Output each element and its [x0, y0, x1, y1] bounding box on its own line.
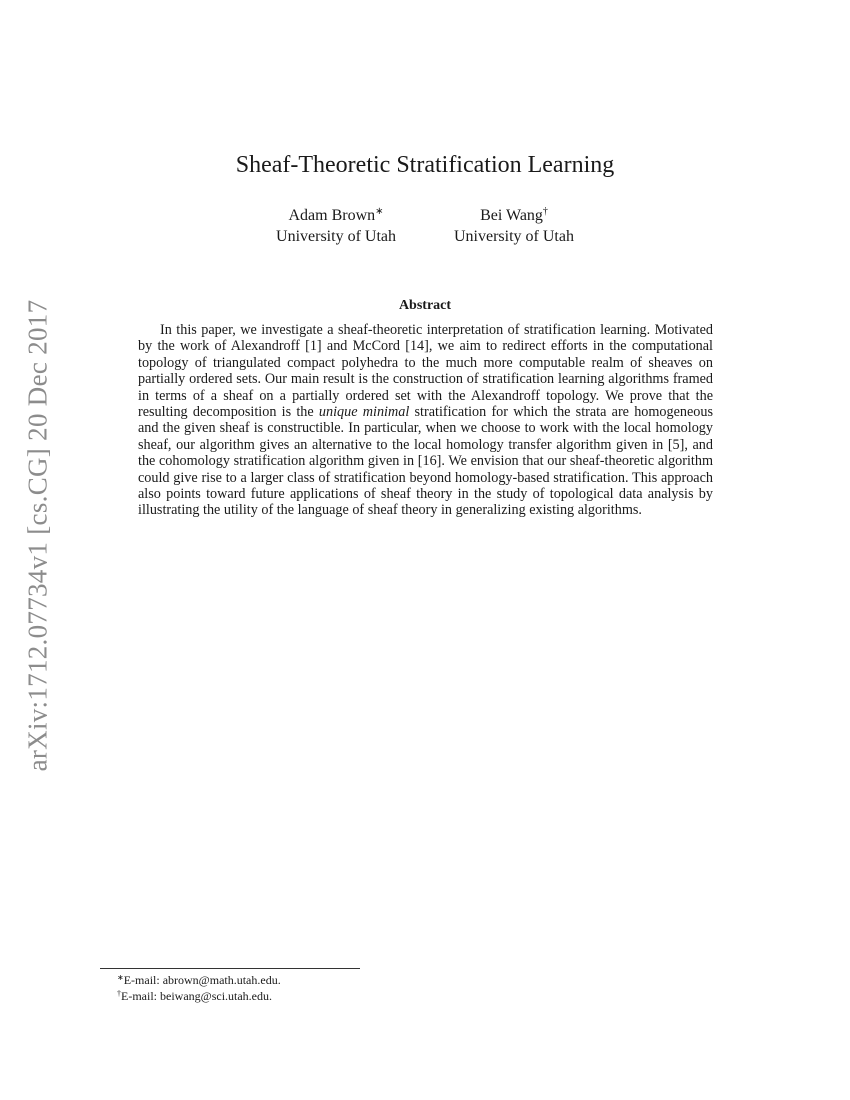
arxiv-identifier-text: arXiv:1712.07734v1 [cs.CG] 20 Dec 2017 — [22, 299, 53, 771]
footnote-mark: † — [117, 989, 121, 998]
author-footnote-mark: ∗ — [375, 206, 384, 217]
author-affiliation: University of Utah — [454, 228, 574, 245]
author-name-line — [276, 205, 396, 226]
paper-title: Sheaf-Theoretic Stratification Learning — [235, 152, 615, 178]
footnote-item — [117, 972, 281, 988]
footnote-item — [117, 988, 281, 1004]
footnote-divider — [100, 968, 360, 969]
abstract-text-part-1: In this paper, we investigate a sheaf-theoretic interpretation of stratification learning. Motivated by the work of Alexandroff [1] and McCord [14], we aim to redirect efforts in the computational topology of triangulated compact polyhedra to the much more computable realm of sheaves on partially ordered sets. Our main result is the construction of stratification learning algorithms framed in terms of a sheaf on a partially ordered set with the Alexandroff topology. We prove that the resulting decomposition is the — [138, 322, 713, 421]
footnote-email-adam-brown: E-mail: abrown@math.utah.edu. — [123, 973, 281, 987]
footnote-email-bei-wang: E-mail: beiwang@sci.utah.edu. — [121, 989, 273, 1003]
author-adam-brown — [276, 205, 396, 247]
arxiv-identifier-stamp — [18, 290, 58, 780]
footnote-mark: ∗ — [117, 973, 124, 982]
abstract-emphasis: unique minimal — [318, 404, 410, 421]
author-footnote-mark: † — [542, 206, 548, 217]
author-name: Bei Wang — [480, 207, 543, 224]
abstract-text-part-2: stratification for which the strata are homogeneous and the given sheaf is constructible. In particular, when we choose to work with the local homology sheaf, our algorithm gives an alternative to the local homology transfer algorithm given in [5], and the cohomology stratification algorithm given in [16]. We envision that our sheaf-theoretic algorithm could give rise to a larger class of stratification beyond homology-based stratification. This approach also points toward future applications of sheaf theory in the study of topological data analysis by illustrating the utility of the language of sheaf theory in generalizing existing algorithms. — [138, 404, 713, 519]
author-name-line — [454, 205, 574, 226]
footnotes — [117, 972, 281, 1004]
author-block — [0, 205, 850, 247]
abstract-body — [138, 322, 713, 519]
abstract-heading: Abstract — [398, 298, 452, 313]
author-name: Adam Brown — [288, 207, 376, 224]
author-bei-wang — [454, 205, 574, 247]
author-affiliation: University of Utah — [276, 228, 396, 245]
